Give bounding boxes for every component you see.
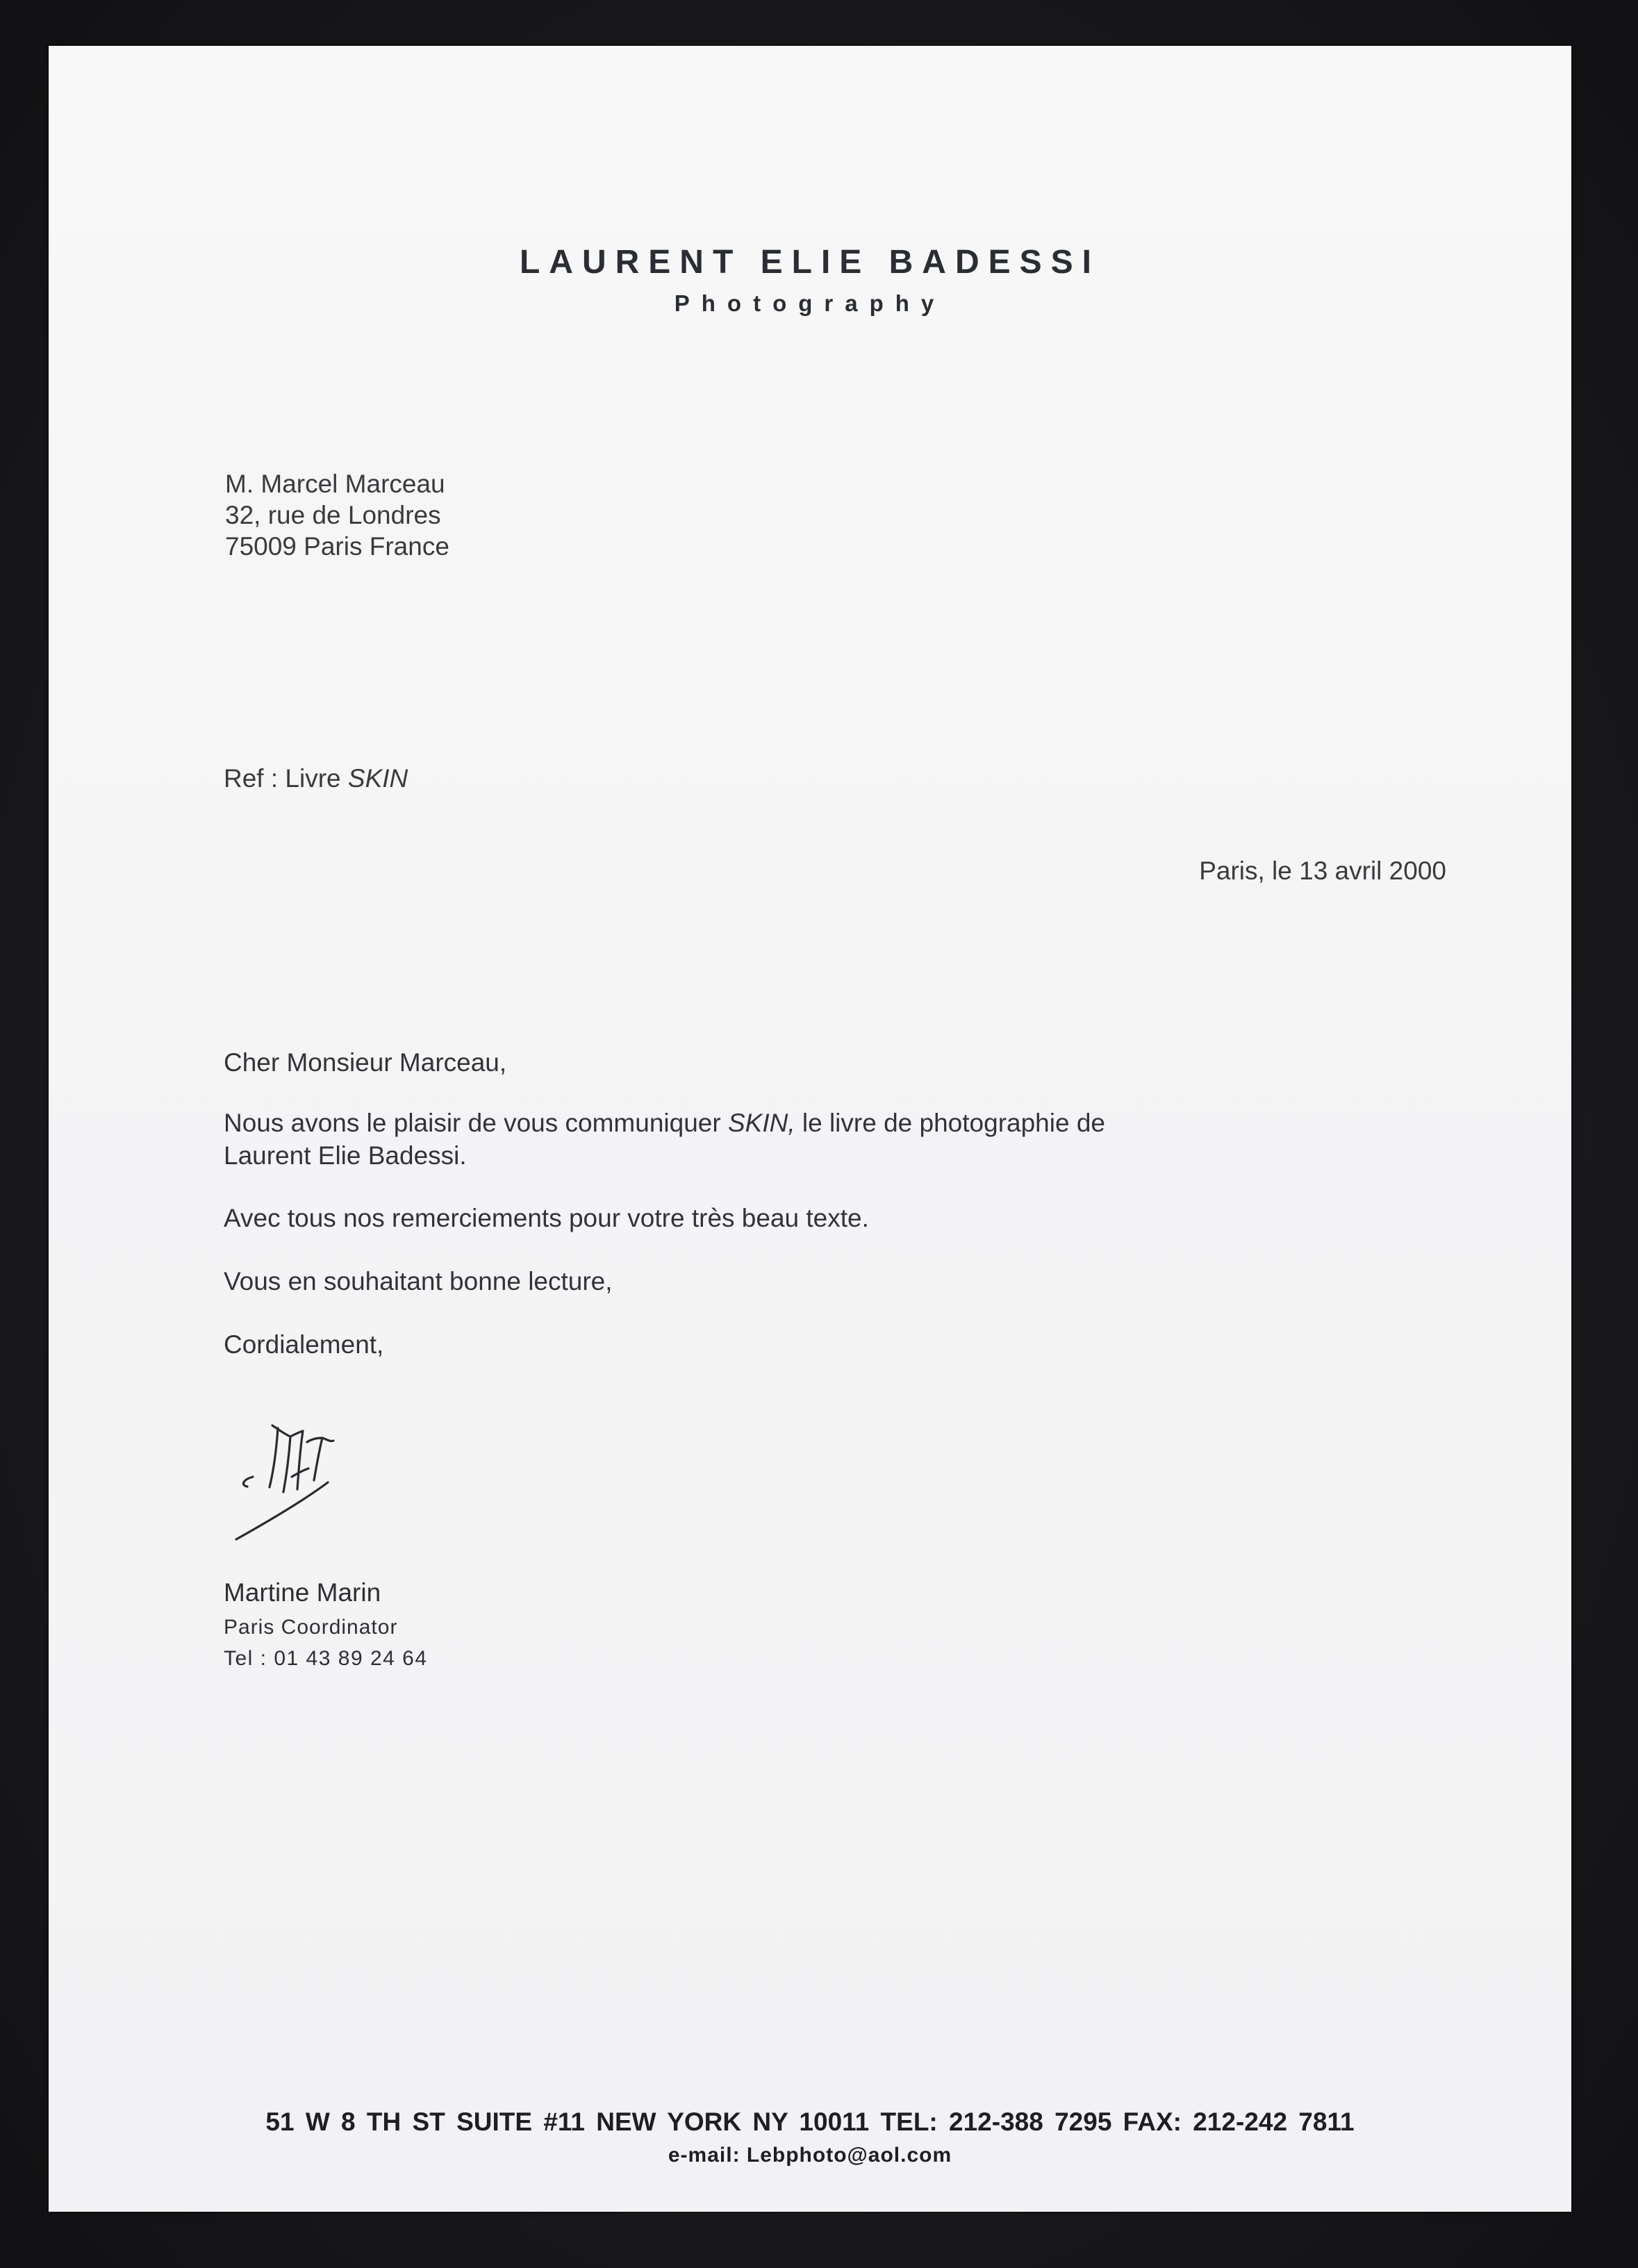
recipient-address (225, 468, 449, 562)
paragraph-1 (224, 1107, 1105, 1172)
reference-title: SKIN (347, 764, 408, 793)
closing: Cordialement, (224, 1330, 384, 1359)
paragraph-1-line-2: Laurent Elie Badessi. (224, 1141, 467, 1170)
paragraph-1-after: le livre de photographie de (795, 1109, 1105, 1137)
paragraph-2: Avec tous nos remerciements pour votre très beau texte. (224, 1204, 869, 1232)
reference-prefix: Ref : Livre (224, 764, 348, 793)
paragraph-3: Vous en souhaitant bonne lecture, (224, 1267, 613, 1296)
paragraph-1-before: Nous avons le plaisir de vous communiquer (224, 1109, 728, 1137)
recipient-line-city: 75009 Paris France (225, 532, 449, 561)
reference-line (224, 764, 408, 793)
signatory-phone: Tel : 01 43 89 24 64 (224, 1647, 428, 1670)
letter-date: Paris, le 13 avril 2000 (1199, 856, 1446, 885)
recipient-line-name: M. Marcel Marceau (225, 470, 445, 498)
footer-email: e-mail: Lebphoto@aol.com (668, 2144, 952, 2167)
signatory-title: Paris Coordinator (224, 1616, 398, 1639)
letterhead-subtitle: Photography (674, 290, 946, 316)
letterhead-name: LAURENT ELIE BADESSI (519, 244, 1101, 281)
signatory-name: Martine Marin (224, 1578, 381, 1607)
letter-sheet (49, 46, 1571, 2212)
paragraph-1-book-title: SKIN, (727, 1109, 795, 1137)
handwritten-signature (195, 1400, 375, 1553)
recipient-line-street: 32, rue de Londres (225, 501, 441, 529)
salutation: Cher Monsieur Marceau, (224, 1048, 507, 1077)
footer-address: 51 W 8 TH ST SUITE #11 NEW YORK NY 10011 TEL: 212-388 7295 FAX: 212-242 7811 (265, 2108, 1355, 2136)
paragraph-1-line-1 (224, 1107, 1105, 1139)
